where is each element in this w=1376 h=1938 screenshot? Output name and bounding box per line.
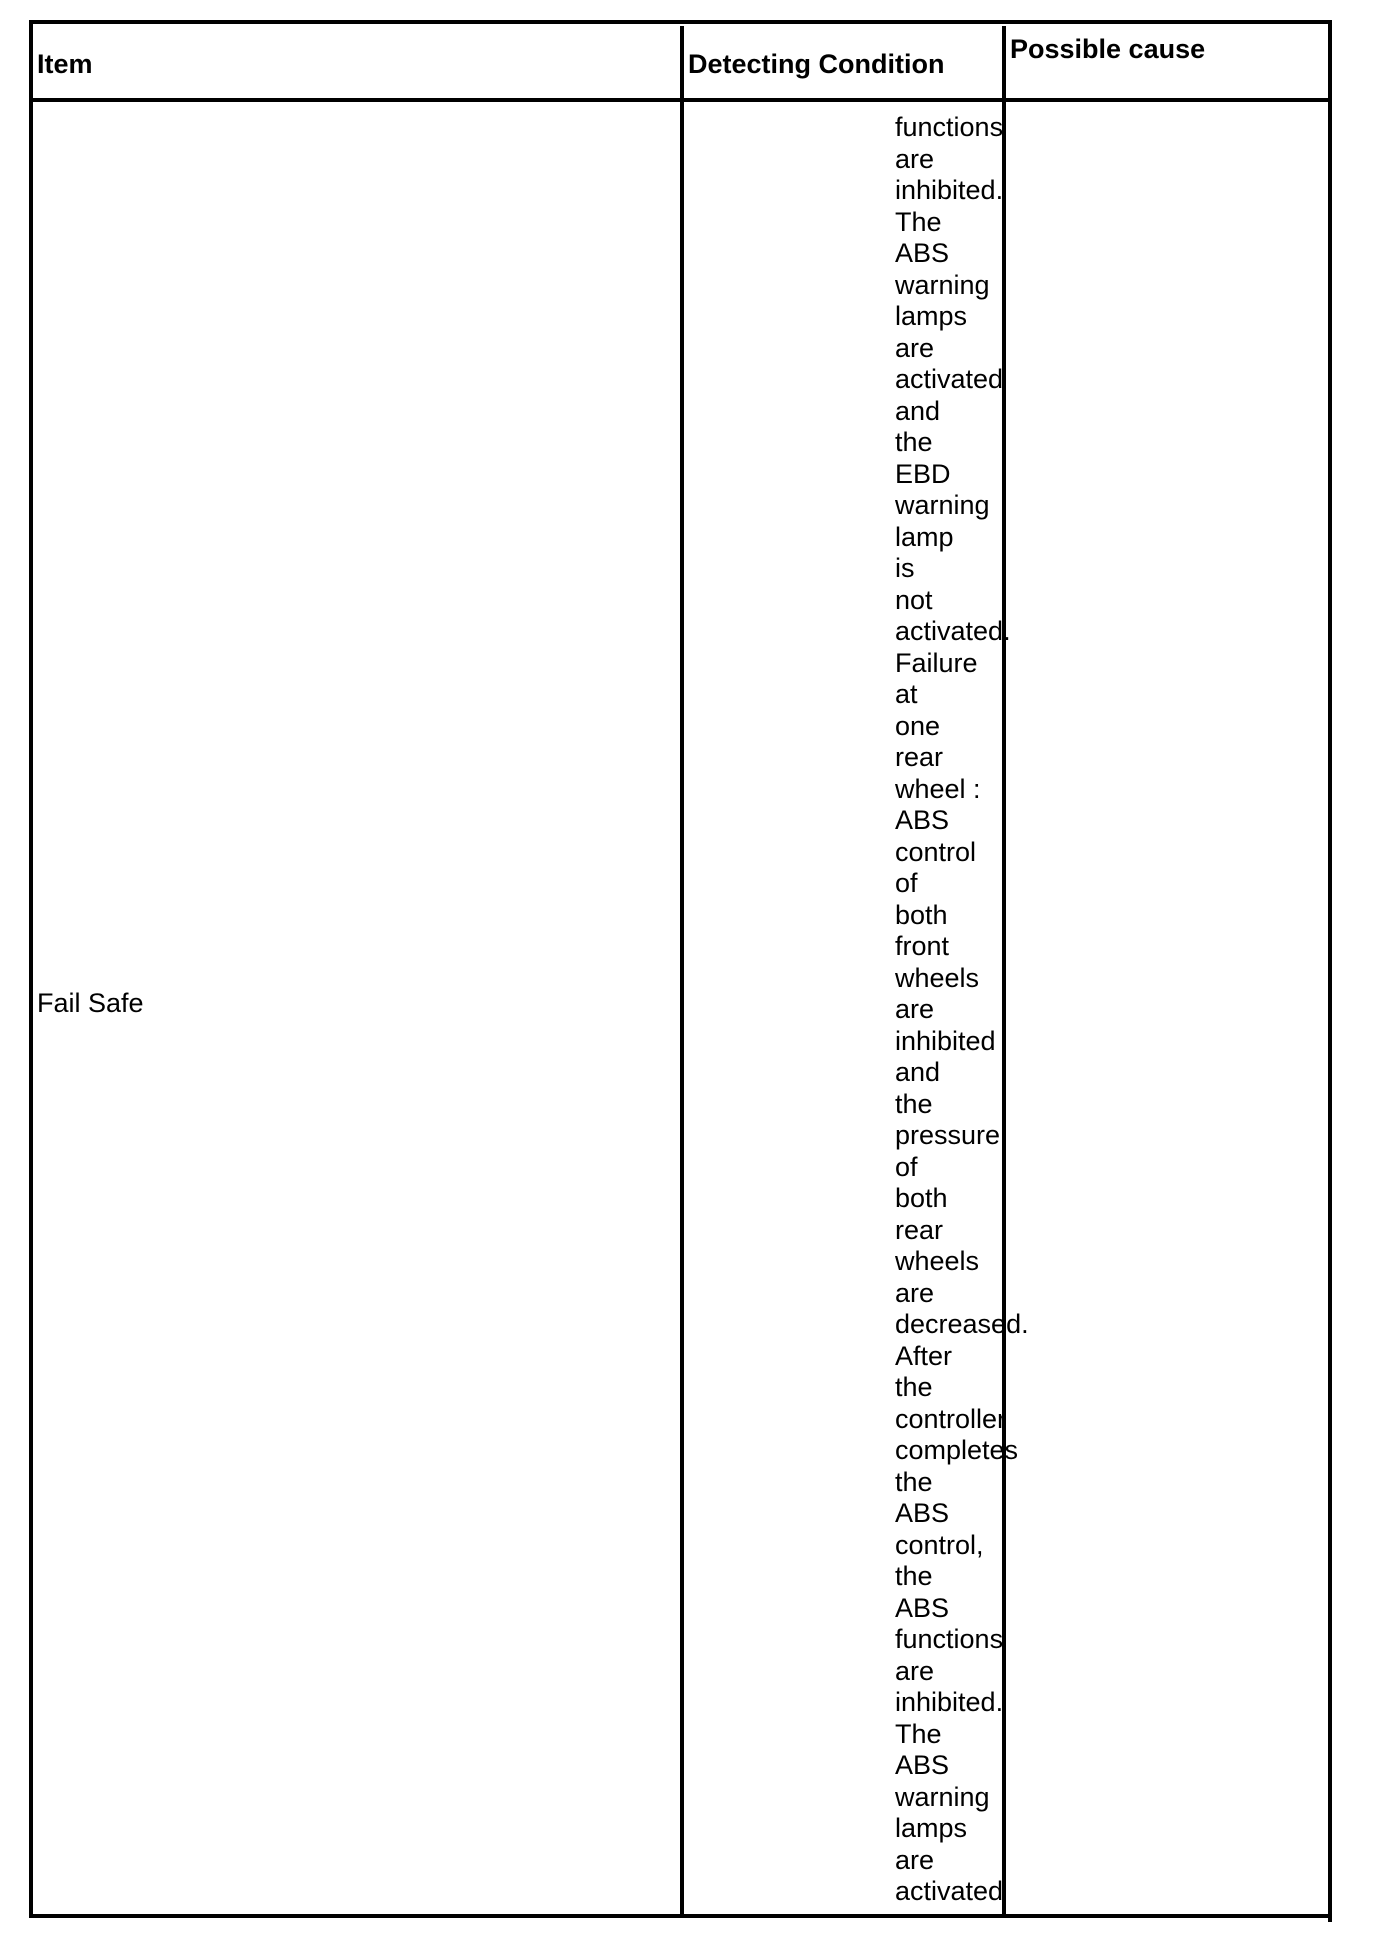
detecting-condition-word: rear <box>895 742 944 772</box>
detecting-condition-word: wheels <box>895 962 980 993</box>
detecting-condition-word: After <box>895 1340 953 1371</box>
detecting-condition-word: control <box>895 836 977 867</box>
table-left-border <box>29 20 33 1918</box>
detecting-condition-word: warning <box>895 1781 990 1812</box>
detecting-condition-word: functions <box>895 112 1004 142</box>
detecting-condition-word: activated. <box>895 616 1011 646</box>
detecting-condition-word: decreased. <box>895 1309 1029 1339</box>
detecting-condition-word: ABS <box>895 238 950 268</box>
detecting-condition-word: controller <box>895 1403 1007 1434</box>
detecting-condition-word: the <box>895 1561 933 1591</box>
detecting-condition-word: the <box>895 1372 933 1402</box>
detecting-condition-word: is <box>895 553 915 583</box>
table-bottom-border <box>29 1914 1332 1918</box>
detecting-condition-word: one <box>895 710 941 741</box>
detecting-condition-word: of <box>895 1151 918 1182</box>
detecting-condition-word: warning <box>895 490 990 520</box>
header-detecting-condition: Detecting Condition <box>688 49 945 79</box>
detecting-condition-word: front <box>895 931 950 961</box>
detecting-condition-word: the <box>895 1088 933 1119</box>
detecting-condition-word: Failure <box>895 647 978 678</box>
detecting-condition-word: ABS <box>895 1750 950 1780</box>
table-right-border <box>1328 20 1332 1922</box>
detecting-condition-word: lamps <box>895 301 968 331</box>
detecting-condition-word: inhibited <box>895 1025 996 1056</box>
detecting-condition-word: pressure <box>895 1120 1001 1150</box>
column-divider-1 <box>680 26 684 1914</box>
detecting-condition-word: are <box>895 143 935 174</box>
header-item: Item <box>37 49 93 79</box>
detecting-condition-word: activated <box>895 1876 1004 1906</box>
detecting-condition-word: rear <box>895 1214 944 1245</box>
detecting-condition-word: are <box>895 1844 935 1875</box>
detecting-condition-word: are <box>895 1277 935 1308</box>
detecting-condition-word: and <box>895 395 941 426</box>
detecting-condition-word: lamps <box>895 1813 968 1843</box>
table-top-border <box>30 20 1332 24</box>
detecting-condition-word: are <box>895 332 935 363</box>
detecting-condition-word: control, <box>895 1529 984 1560</box>
detecting-condition-word: ABS <box>895 1592 950 1623</box>
detecting-condition-word: The <box>895 1718 942 1749</box>
detecting-condition-word: both <box>895 899 948 930</box>
detecting-condition-word: completes <box>895 1435 1019 1465</box>
detecting-condition-word: ABS <box>895 805 950 835</box>
detecting-condition-word: and <box>895 1057 941 1087</box>
detecting-condition-word: ABS <box>895 1498 950 1528</box>
detecting-condition-word: inhibited. <box>895 1687 1004 1717</box>
header-possible-cause: Possible cause <box>1010 34 1206 64</box>
detecting-condition-word: inhibited. <box>895 175 1004 205</box>
detecting-condition-word: at <box>895 679 918 709</box>
detecting-condition-word: EBD <box>895 458 951 489</box>
detecting-condition-word: lamp <box>895 521 954 552</box>
detecting-condition-word: The <box>895 206 942 237</box>
detecting-condition-word: the <box>895 427 933 457</box>
detecting-condition-word: warning <box>895 269 990 300</box>
detecting-condition-word: wheel : <box>895 773 981 804</box>
detecting-condition-word: functions <box>895 1624 1004 1654</box>
cell-item-fail-safe: Fail Safe <box>37 988 144 1018</box>
detecting-condition-word: are <box>895 994 935 1024</box>
cell-detecting-condition <box>895 112 1029 1908</box>
detecting-condition-word: of <box>895 868 918 898</box>
detecting-condition-word: activated <box>895 364 1004 394</box>
detecting-condition-word: wheels <box>895 1246 980 1276</box>
detecting-condition-word: not <box>895 584 933 615</box>
detecting-condition-word: both <box>895 1183 948 1213</box>
detecting-condition-word: the <box>895 1466 933 1497</box>
detecting-condition-word: are <box>895 1655 935 1686</box>
